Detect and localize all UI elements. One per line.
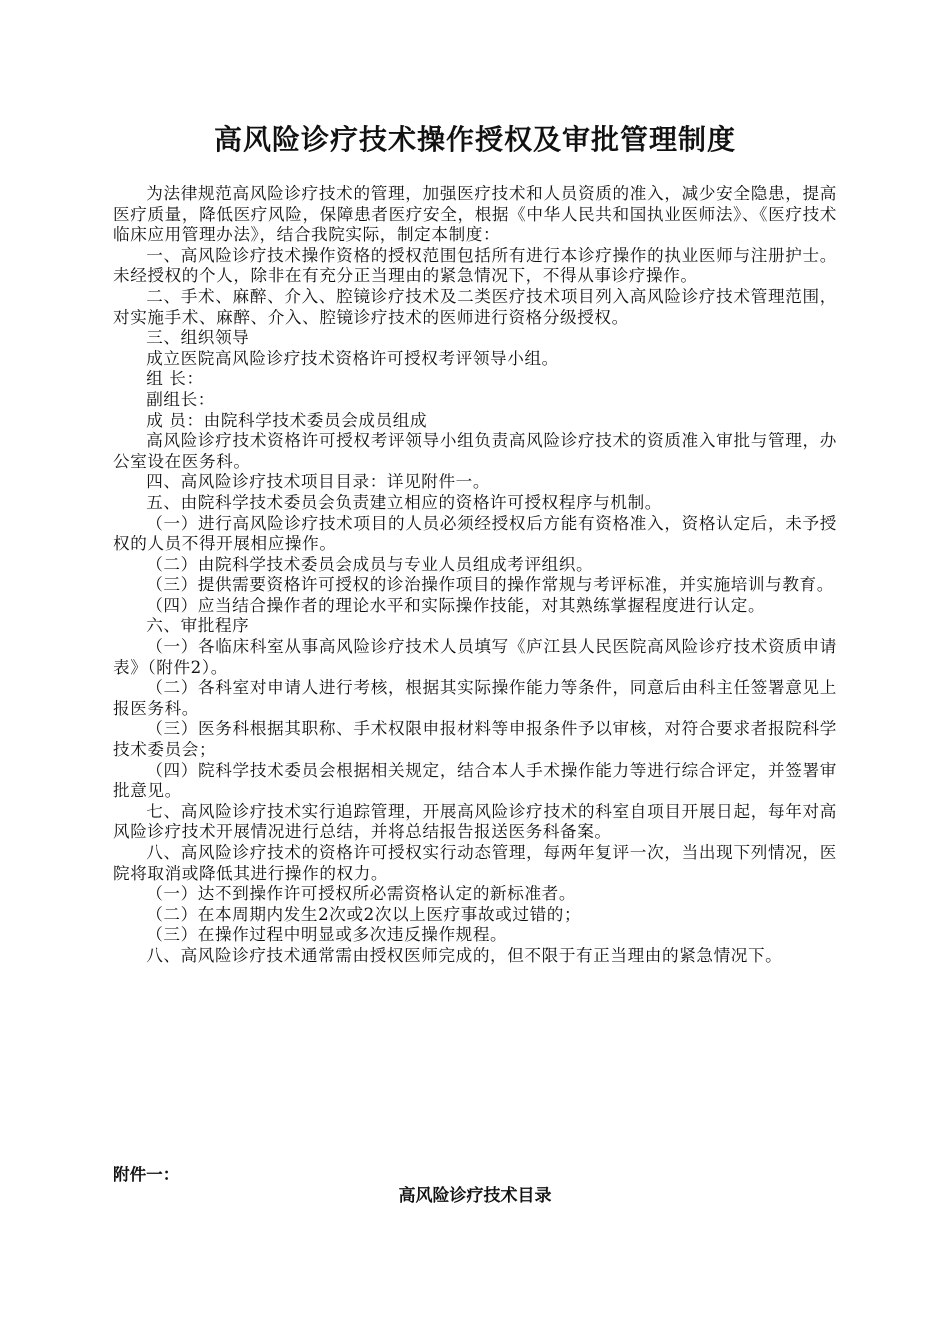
- paragraph-section-8-item-2: （二）在本周期内发生2次或2次以上医疗事故或过错的；: [146, 904, 582, 924]
- paragraph-section-4: 四、高风险诊疗技术项目目录：详见附件一。: [146, 472, 491, 492]
- paragraph-section-8-item-1: （一）达不到操作许可授权所必需资格认定的新标准者。: [146, 884, 577, 904]
- paragraph-section-6-item-2: （二）各科室对申请人进行考核，根据其实际操作能力等条件，同意后由科主任签署意见上报医务科。: [113, 678, 837, 718]
- paragraph-section-1: 一、高风险诊疗技术操作资格的授权范围包括所有进行本诊疗操作的执业医师与注册护士。未经授权的个人，除非在有充分正当理由的紧急情况下，不得从事诊疗操作。: [113, 245, 837, 286]
- paragraph-members: 成 员：由院科学技术委员会成员组成: [146, 410, 428, 430]
- paragraph-section-5-item-2: （二）由院科学技术委员会成员与专业人员组成考评组织。: [146, 554, 594, 574]
- paragraph-section-5: 五、由院科学技术委员会负责建立相应的资格许可授权程序与机制。: [146, 492, 662, 512]
- paragraph-section-6-item-3: （三）医务科根据其职称、手术权限申报材料等申报条件予以审核，对符合要求者报院科学技术委员会；: [113, 719, 837, 760]
- paragraph-section-7: 七、高风险诊疗技术实行追踪管理，开展高风险诊疗技术的科室自项目开展日起，每年对高风险诊疗技术开展情况进行总结，并将总结报告报送医务科备案。: [113, 801, 837, 842]
- paragraph-section-6-item-1: （一）各临床科室从事高风险诊疗技术人员填写《庐江县人民医院高风险诊疗技术资质申请表》（附件2）。: [113, 637, 837, 677]
- attachment-title: 高风险诊疗技术目录: [398, 1186, 552, 1206]
- paragraph-section-2: 二、手术、麻醉、介入、腔镜诊疗技术及二类医疗技术项目列入高风险诊疗技术管理范围，对实施手术、麻醉、介入、腔镜诊疗技术的医师进行资格分级授权。: [113, 286, 837, 327]
- paragraph-group-leader: 组 长：: [146, 369, 204, 389]
- paragraph-leadership-group: 成立医院高风险诊疗技术资格许可授权考评领导小组。: [146, 348, 559, 368]
- paragraph-section-5-item-4: （四）应当结合操作者的理论水平和实际操作技能，对其熟练掌握程度进行认定。: [146, 595, 766, 615]
- paragraph-section-8-item-3: （三）在操作过程中明显或多次违反操作规程。: [146, 925, 508, 945]
- document-title: 高风险诊疗技术操作授权及审批管理制度: [213, 123, 736, 156]
- paragraph-section-8b: 八、高风险诊疗技术通常需由授权医师完成的，但不限于有正当理由的紧急情况下。: [146, 945, 783, 965]
- paragraph-group-duty: 高风险诊疗技术资格许可授权考评领导小组负责高风险诊疗技术的资质准入审批与管理，办公室设在医务科。: [113, 431, 837, 471]
- paragraph-section-5-item-1: （一）进行高风险诊疗技术项目的人员必须经授权后方能有资格准入，资格认定后，未予授权的人员不得开展相应操作。: [113, 513, 837, 554]
- paragraph-section-3-heading: 三、组织领导: [146, 328, 250, 348]
- paragraph-section-6-heading: 六、审批程序: [146, 616, 250, 636]
- document-body: [113, 184, 837, 967]
- paragraph-section-8: 八、高风险诊疗技术的资格许可授权实行动态管理，每两年复评一次，当出现下列情况，医院将取消或降低其进行操作的权力。: [113, 843, 837, 883]
- paragraph-intro: 为法律规范高风险诊疗技术的管理，加强医疗技术和人员资质的准入，减少安全隐患，提高医疗质量，降低医疗风险，保障患者医疗安全，根据《中华人民共和国执业医师法》、《医疗技术临床应用管理办法》，结合我院实际，制定本制度：: [113, 184, 837, 245]
- paragraph-deputy-leader: 副组长：: [146, 389, 215, 409]
- paragraph-section-6-item-4: （四）院科学技术委员会根据相关规定，结合本人手术操作能力等进行综合评定，并签署审批意见。: [113, 760, 837, 801]
- paragraph-section-5-item-3: （三）提供需要资格许可授权的诊治操作项目的操作常规与考评标准，并实施培训与教育。: [146, 575, 834, 595]
- attachment-label: 附件一：: [113, 1164, 180, 1184]
